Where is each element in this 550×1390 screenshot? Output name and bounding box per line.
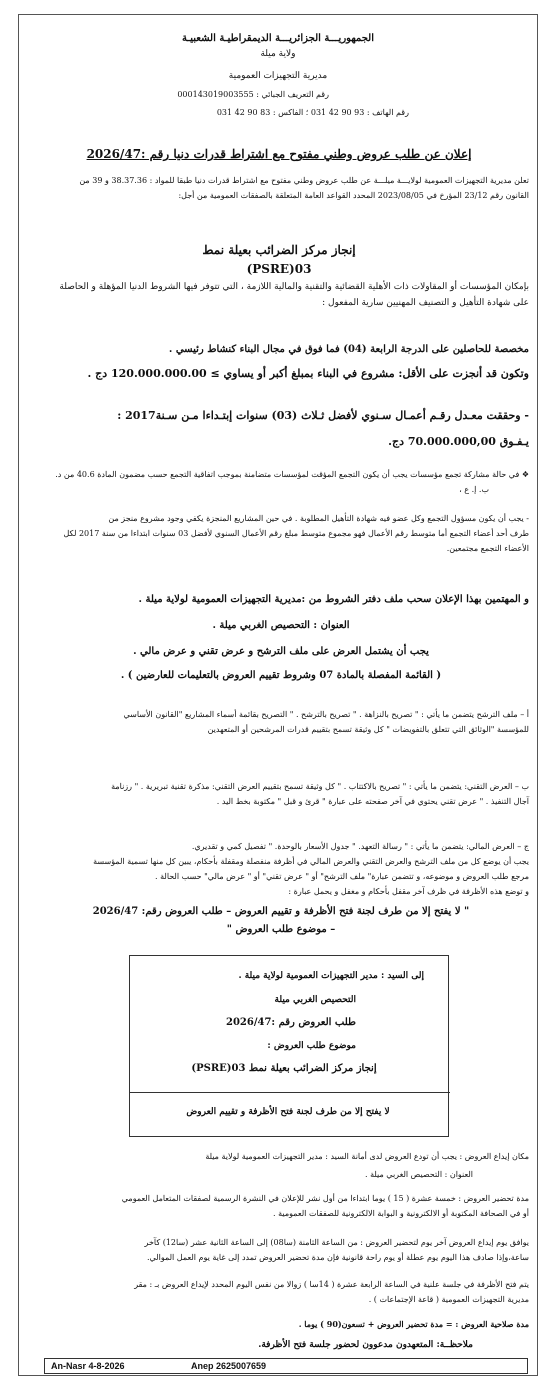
- validity-period: مدة صلاحية العروض : = مدة تحضير العروض + تسعون(90 ) يوما .: [298, 1319, 529, 1329]
- group-details: [33, 511, 529, 556]
- envelope-subject: موضوع طلب العروض :: [267, 1041, 356, 1051]
- phone-fax: رقم الهاتف : 93 90 42 031 ؛ الفاكس : 83 90 42 031: [216, 108, 409, 117]
- turnover-line-1: - وحققت معـدل رقـم أعمـال سـنوي لأفضل ثـلاث (03) سنوات إبتـداءا مـن سـنة2017 :: [117, 409, 529, 422]
- opening-line: مديرية التجهيزات العمومية ( قاعة الإجتماعات ) .: [368, 1295, 529, 1304]
- financial-line: ج – العرض المالي: يتضمن ما يأتي : " رسالة التعهد. " جدول الأسعار بالوحدة. " تفصيل كمي و تقديري.: [191, 842, 529, 851]
- candidacy-file: [33, 707, 529, 737]
- project-title: إنجاز مركز الضرائب بعيلة نمط PSRE)03): [202, 243, 356, 276]
- detailed-list-ref: ( القائمة المفصلة بالمادة 07 وشروط تقييم العروض بالتعليمات للعارضين ) .: [120, 670, 442, 681]
- group-note-text: في حالة مشاركة تجمع مؤسسات يجب أن يكون التجمع المؤقت لمؤسسات متضامنة بموجب اتفاقية التجمع حسب مضمون المادة 40.6 من د.: [55, 470, 520, 479]
- footer-stamp: [44, 1358, 528, 1374]
- candidacy-line: للمؤسسة "الوثائق التي تتعلق بالتفويضات " كل وثيقة تسمح بتقييم قدرات المرشحين أو المتعهدين: [207, 725, 529, 734]
- envelope-divider: [130, 1092, 450, 1093]
- preparation-line: مدة تحضير العروض : خمسة عشرة ( 15 ) يوما ابتداءا من أول نشر للإعلان في النشرة الرسمية لصفقات المتعامل العمومي: [121, 1194, 529, 1203]
- offer-contents: يجب أن يشتمل العرض على ملف الترشح و عرض تقني و عرض مالي .: [133, 646, 429, 657]
- group-details-line: الأعضاء التجمع مجتمعين.: [446, 544, 529, 553]
- technical-line: ب – العرض التقني: يتضمن ما يأتي : " تصريح بالاكتتاب . " كل وثيقة تسمح بتقييم العرض التقني: مذكرة تقنية تبريرية . " رزنامة: [111, 782, 529, 791]
- opening-session: [33, 1277, 529, 1307]
- intro-text: [33, 173, 529, 203]
- wilaya-heading: ولاية ميلة: [260, 49, 296, 59]
- deposit-place: مكان إيداع العروض : يجب أن تودع العروض لدى أمانة السيد : مدير التجهيزات العمومية لولاية ميلة: [205, 1152, 529, 1161]
- envelope-project: إنجاز مركز الضرائب بعيلة نمط PSRE)03): [191, 1063, 377, 1074]
- envelope-warning: لا يفتح إلا من طرف لجنة فتح الأظرفة و تقييم العروض: [186, 1107, 390, 1117]
- eligibility-line: على شهادة التأهيل و التصنيف المهنيين سارية المفعول :: [322, 298, 529, 308]
- page-title: إعلان عن طلب عروض وطني مفتوح مع اشتراط قدرات دنيا رقم :2026/47: [86, 147, 472, 161]
- footer-anep-reference: Anep 2625007659: [191, 1361, 267, 1371]
- address-line: العنوان : التحصيص الغربي ميلة .: [212, 620, 350, 631]
- financial-line: و توضع هذه الأظرفة في ظرف آخر مقفل بأحكام و مغفل و يحمل عبارة :: [288, 887, 529, 896]
- turnover-line-2: يـفـوق 70.000.000,00 دج.: [388, 435, 529, 448]
- group-note-line: [33, 467, 529, 482]
- footer-newspaper: An-Nasr 4-8-2026: [51, 1361, 125, 1371]
- financial-line: يجب أن يوضع كل من ملف الترشح والعرض التقني والعرض المالي في أظرفة منفصلة ومقفلة بأحكام، يبين كل منها تسمية المؤسسة: [93, 857, 529, 866]
- intro-line: تعلن مديرية التجهيزات العمومية لولايـــة ميلـــة عن طلب عروض وطني مفتوح مع اشتراط قدرات دنيا طبقا للمواد : 38.37.36 و 39 من: [79, 176, 529, 185]
- financial-offer: [33, 839, 529, 899]
- qualification-project: وتكون قد أنجزت على الأقل: مشروع في البناء بمبلغ أكبر أو يساوي ≥ 120.000.000.00 دج .: [87, 367, 529, 380]
- qualification-class: مخصصة للحاصلين على الدرجة الرابعة (04) فما فوق في مجال البناء كنشاط رئيسي .: [168, 344, 529, 355]
- eligibility-text: [33, 279, 529, 311]
- directorate-heading: مديرية التجهيزات العمومية: [228, 71, 328, 81]
- deadline-line: يوافق يوم إيداع العروض آخر يوم لتحضير العروض : من الساعة الثامنة (سا08) إلى الساعة الثانية عشر (سا12) كآخر: [144, 1238, 529, 1247]
- intro-line: القانون رقم 23/12 المؤرخ في 2023/08/05 المحدد القواعد العامة المتعلقة بالصفقات العمومية من أجل:: [178, 191, 529, 200]
- deposit-address: العنوان : التحصيص الغربي ميلة .: [365, 1170, 473, 1179]
- financial-line: مرجع طلب العروض و موضوعه، و تتضمن عبارة" ملف الترشح" أو " عرض تقني" أو " عرض مالي" حسب الحالة .: [155, 872, 529, 881]
- preparation-line: أو في الصحافة المكتوبة أو الالكترونية و البوابة الالكترونية للصفقات العمومية .: [273, 1209, 529, 1218]
- technical-line: آجال التنفيذ . " عرض تقني يحتوي في آخر صفحته على عبارة " قرئ و قبل " مكتوبة بخط اليد .: [216, 797, 529, 806]
- announcement-page: [18, 14, 538, 1376]
- diamond-bullet-icon: ❖: [519, 470, 529, 479]
- withdraw-notice: و المهتمين بهذا الإعلان سحب ملف دفتر الشروط من :مديرية التجهيزات العمومية لولاية ميلة .: [138, 594, 529, 605]
- envelope-note-1: " لا يفتح إلا من طرف لجنة فتح الأظرفة و تقييم العروض – طلب العروض رقم: 2026/47: [92, 906, 470, 917]
- deadline-line: ساعة،وإذا صادف هذا اليوم يوم عطلة أو يوم راحة قانونية فإن مدة تحضير العروض تمدد إلى غاية يوم العمل الموالي.: [146, 1253, 529, 1262]
- opening-line: يتم فتح الأظرفة في جلسة علنية في الساعة الرابعة عشرة ( 14سا ) زوالا من نفس اليوم المحدد لإيداع العروض بـ : مقر: [134, 1280, 529, 1289]
- technical-offer: [33, 779, 529, 809]
- tax-id: رقم التعريف الجبائي : 000143019003555: [177, 90, 329, 99]
- preparation-period: [33, 1191, 529, 1221]
- group-note: [33, 467, 529, 497]
- envelope-to: إلى السيد : مدير التجهيزات العمومية لولاية ميلة .: [238, 971, 424, 981]
- remark: ملاحظــة: المتعهدون مدعوون لحضور جلسة فتح الأظرفة.: [258, 1340, 473, 1350]
- republic-heading: الجمهوريـــة الجزائريـــة الديمقراطيـة الشعبيـة: [181, 33, 374, 44]
- group-details-line: - يجب أن يكون مسؤول التجمع وكل عضو فيه شهادة التأهيل المطلوبة . في حين المشاريع المنجزة يكفي وجود مشروع منجز من: [108, 514, 529, 523]
- envelope-note-2: – موضوع طلب العروض ": [226, 924, 336, 935]
- candidacy-line: أ – ملف الترشح يتضمن ما يأتي : " تصريح بالنزاهة . " تصريح بالترشح . " التصريح بقائمة أسماء المشاريع "القانون الأساسي: [123, 710, 529, 719]
- deposit-deadline: [33, 1235, 529, 1265]
- eligibility-line: بإمكان المؤسسات أو المقاولات ذات الأهلية القضائية والتقنية والمالية اللازمة ، التي تتوفر فيها الشروط الدنيا المؤهلة و الحاصلة: [59, 282, 529, 292]
- envelope-address: التحصيص الغربي ميلة: [274, 995, 356, 1005]
- envelope-tender-number: طلب العروض رقم :2026/47: [226, 1017, 356, 1028]
- group-note-line-2: ب. إ. ع ،: [459, 485, 489, 494]
- envelope-box: [129, 955, 449, 1137]
- group-details-line: طرف أحد أعضاء التجمع أما متوسط رقم الأعمال فهو مجموع متوسط مبلغ رقم الأعمال السنوي لأفضل 03 سنوات ابتداءا من سنة 2017 لكل: [63, 529, 529, 538]
